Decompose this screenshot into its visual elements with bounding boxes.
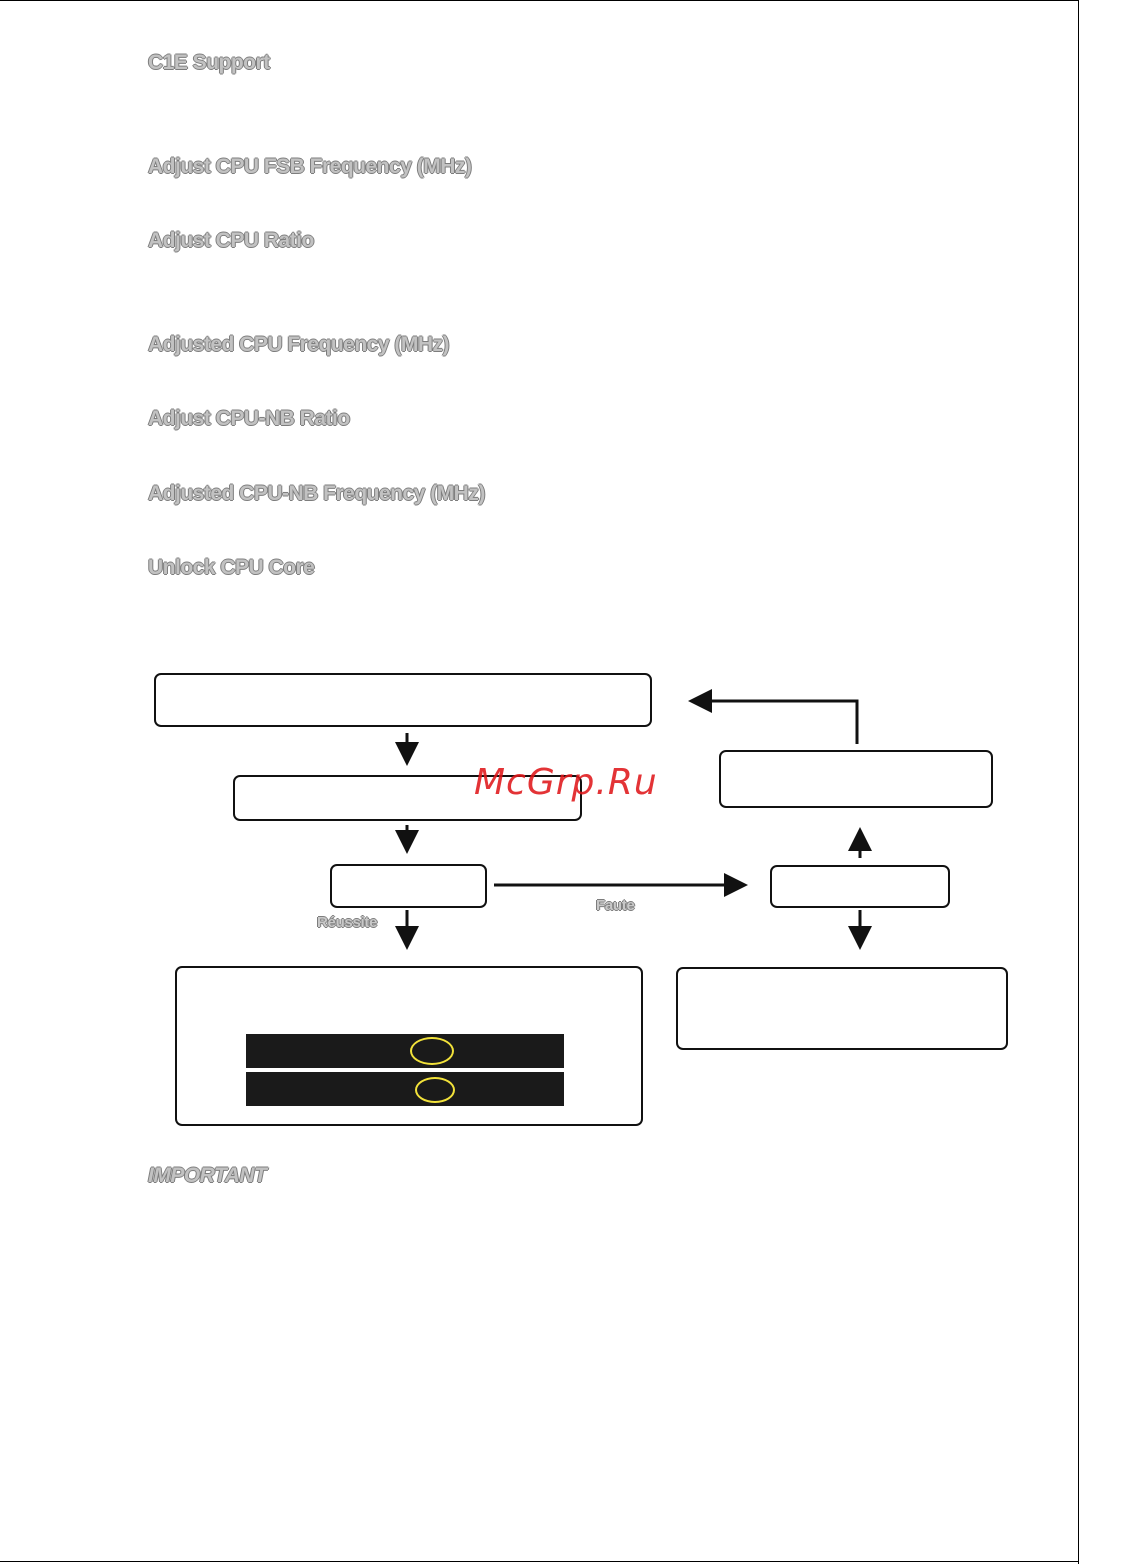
- flow-label-failure: Faute: [596, 897, 635, 914]
- arrow-retry-to-start: [694, 701, 857, 744]
- heading-adjust-cpu-fsb-frequency: Adjust CPU FSB Frequency (MHz): [148, 155, 472, 178]
- watermark: McGrp.Ru: [474, 762, 658, 803]
- heading-adjust-cpu-nb-ratio: Adjust CPU-NB Ratio: [148, 407, 350, 430]
- heading-c1e-support: C1E Support: [148, 51, 270, 74]
- heading-important: IMPORTANT: [148, 1164, 267, 1187]
- heading-unlock-cpu-core: Unlock CPU Core: [148, 556, 315, 579]
- heading-adjust-cpu-ratio: Adjust CPU Ratio: [148, 229, 314, 252]
- heading-adjusted-cpu-nb-frequency: Adjusted CPU-NB Frequency (MHz): [148, 482, 485, 505]
- heading-adjusted-cpu-frequency: Adjusted CPU Frequency (MHz): [148, 333, 450, 356]
- flow-label-success: Réussite: [317, 914, 378, 931]
